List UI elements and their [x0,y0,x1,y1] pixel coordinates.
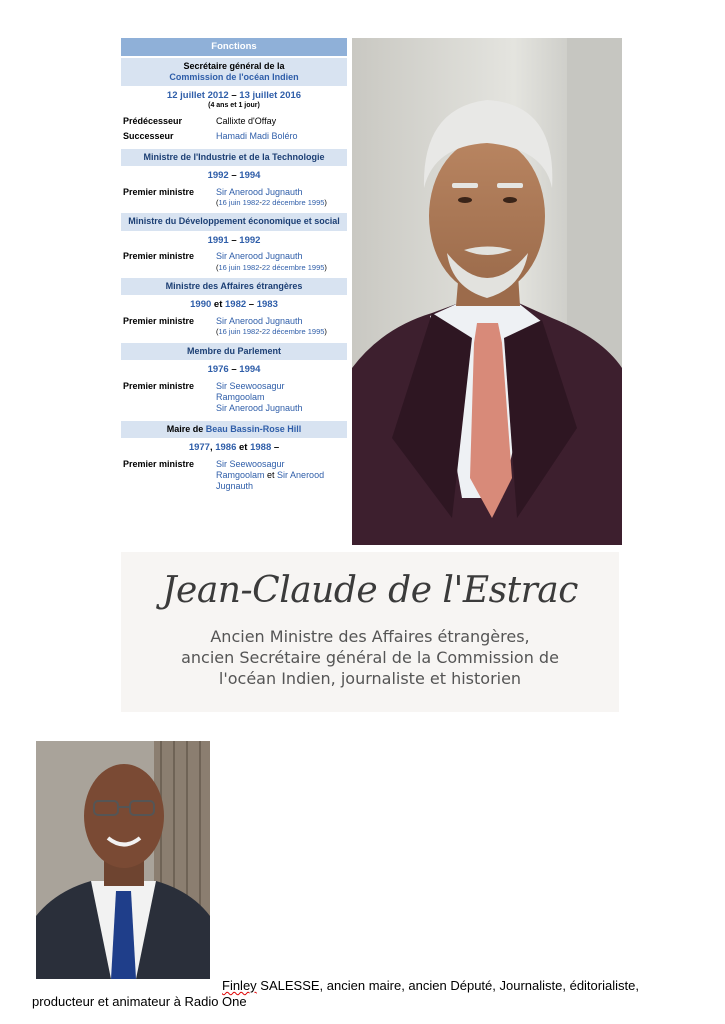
section-header-parliament[interactable]: Membre du Parlement [121,343,347,360]
date-link[interactable]: 1976 [207,364,229,375]
row-value [216,187,347,208]
date-link[interactable]: 1992 [207,169,229,181]
pm-link[interactable]: Ramgoolam [216,470,265,480]
portrait-photo-second [36,741,210,979]
pm-and: et [264,470,278,480]
date-link[interactable]: 1991 [207,234,229,246]
section-title-prefix: Maire de [166,423,206,434]
section-title-link[interactable]: Beau Bassin-Rose Hill [205,423,302,434]
pm-link[interactable]: Sir Seewoosagur [216,380,285,391]
date-link[interactable]: 1994 [239,169,261,181]
term-dates [121,360,347,379]
pm-term-start[interactable]: 16 juin 1982 [218,327,260,337]
date-comma: , [209,441,216,453]
name-headline-card [121,552,619,712]
infobox [121,38,347,495]
row-value [216,459,347,493]
row-label: Premier ministre [123,316,195,327]
section-header-secretary [121,58,347,87]
portrait-illustration [36,741,210,979]
term-dates [121,166,347,185]
date-dash: – [228,234,240,246]
row-value [216,316,347,337]
pm-term: (16 juin 1982-22 décembre 1995) [216,262,327,272]
section-header-industry[interactable]: Ministre de l'Industrie et de la Technologie [121,149,347,166]
row-value [216,381,347,415]
portrait-illustration [352,38,622,545]
headline-line: ancien Secrétaire général de la Commission de [181,648,559,667]
prime-minister-row [121,379,347,417]
section-title-line1: Secrétaire général de la [183,60,285,71]
row-label: Premier ministre [123,251,195,262]
row-label: Premier ministre [123,458,195,469]
pm-link[interactable]: Jugnauth [216,481,254,492]
portrait-photo-main [352,38,622,545]
term-duration: (4 ans et 1 jour) [208,102,260,110]
date-dash: – [246,299,257,311]
date-link[interactable]: 1990 [190,299,212,311]
pm-link[interactable]: Sir Anerood Jugnauth [216,316,303,327]
infobox-title: Fonctions [121,38,347,56]
section-header-foreign-affairs[interactable]: Ministre des Affaires étrangères [121,278,347,295]
pm-term-start[interactable]: 16 juin 1982 [218,197,260,207]
caption-rest: SALESSE, ancien maire, ancien Député, Journaliste, éditorialiste, [256,978,639,993]
date-link[interactable]: 1982 [225,299,247,311]
term-dates [121,231,347,250]
date-link[interactable]: 1986 [215,441,237,453]
caption-first-name: Finley [222,978,257,993]
photo-caption [32,978,672,1010]
section-header-mayor [121,421,347,438]
pm-term: (16 juin 1982-22 décembre 1995) [216,327,327,337]
headline-line: Ancien Ministre des Affaires étrangères, [210,627,530,646]
pm-link[interactable]: Sir Anerood Jugnauth [216,403,303,414]
prime-minister-row [121,314,347,339]
term-dates [121,295,347,314]
successor-row [121,129,347,144]
prime-minister-row [121,185,347,210]
pm-term-end[interactable]: 22 décembre 1995 [261,262,325,272]
date-link[interactable]: 1992 [239,234,261,246]
date-link[interactable]: 1977 [188,441,210,453]
prime-minister-row [121,457,347,495]
date-link[interactable]: 1988 [250,441,272,453]
row-value: Callixte d'Offay [216,116,277,126]
pm-link[interactable]: Ramgoolam [216,392,265,403]
caption-line2: producteur et animateur à Radio One [32,994,247,1009]
row-label: Successeur [123,131,174,142]
row-value [216,251,347,272]
predecessor-row [121,114,347,129]
date-dash: – [271,441,280,453]
headline-description [121,626,619,689]
term-dates [121,86,347,114]
section-title-link[interactable]: Commission de l'océan Indien [169,72,299,83]
row-label: Premier ministre [123,186,195,197]
pm-link[interactable]: Sir Seewoosagur [216,458,285,469]
row-label: Premier ministre [123,380,195,391]
date-dash: – [228,169,240,181]
date-dash: – [228,90,240,102]
pm-link[interactable]: Sir Anerood Jugnauth [216,186,303,197]
date-and: et [236,441,251,453]
prime-minister-row [121,249,347,274]
section-header-development[interactable]: Ministre du Développement économique et social [121,213,347,230]
pm-term-end[interactable]: 22 décembre 1995 [261,327,325,337]
caption-line1 [32,978,672,994]
date-link[interactable]: 12 juillet 2012 [166,90,229,102]
pm-link[interactable]: Sir Anerood [277,470,325,480]
headline-line: l'océan Indien, journaliste et historien [218,669,522,688]
pm-term: (16 juin 1982-22 décembre 1995) [216,197,327,207]
pm-term-end[interactable]: 22 décembre 1995 [261,197,325,207]
pm-link[interactable]: Sir Anerood Jugnauth [216,251,303,262]
date-link[interactable]: 13 juillet 2016 [239,90,302,102]
headline-name: Jean-Claude de l'Estrac [162,570,578,611]
term-dates [121,438,347,457]
pm-term-start[interactable]: 16 juin 1982 [218,262,260,272]
date-link[interactable]: 1994 [239,364,261,375]
date-link[interactable]: 1983 [256,299,278,311]
date-and: et [211,299,226,311]
date-dash: – [228,364,240,375]
row-value-link[interactable]: Hamadi Madi Boléro [216,131,298,142]
row-label: Prédécesseur [123,116,183,126]
